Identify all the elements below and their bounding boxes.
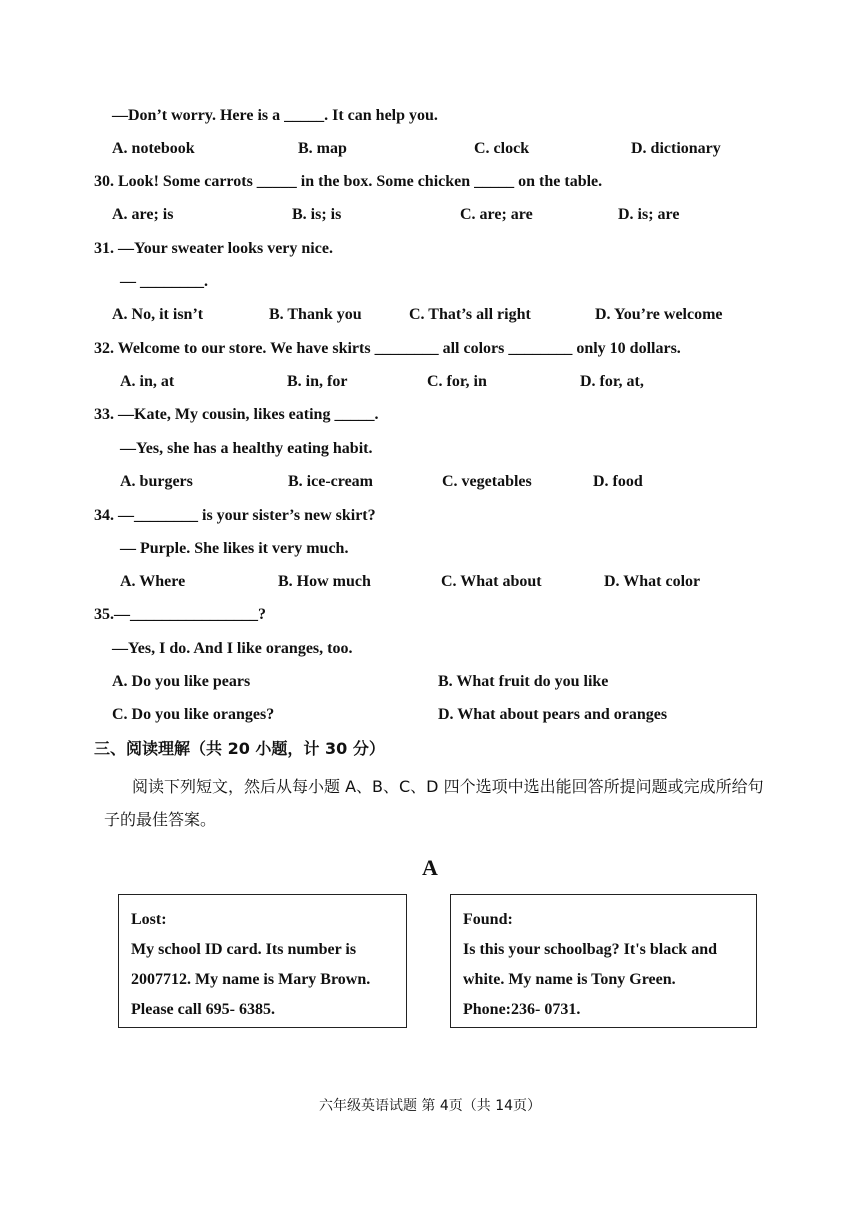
- q33-option-d: D. food: [593, 473, 643, 490]
- q35-option-b: B. What fruit do you like: [438, 673, 609, 690]
- q29-line: —Don’t worry. Here is a _____. It can help you.: [112, 107, 438, 124]
- q34-reply: — Purple. She likes it very much.: [120, 540, 349, 557]
- q33-reply: —Yes, she has a healthy eating habit.: [120, 440, 373, 457]
- page-footer: 六年级英语试题 第 4页（共 14页）: [318, 1098, 542, 1114]
- q32-option-b: B. in, for: [287, 373, 348, 390]
- q33-stem: 33. —Kate, My cousin, likes eating _____.: [94, 406, 379, 423]
- q34-option-b: B. How much: [278, 573, 371, 590]
- q35-stem: 35.—________________?: [94, 606, 266, 623]
- q33-option-a: A. burgers: [120, 473, 193, 490]
- q32-option-d: D. for, at,: [580, 373, 644, 390]
- found-notice-title: Found:: [463, 911, 513, 928]
- q32-stem: 32. Welcome to our store. We have skirts ________ all colors ________ only 10 dollars.: [94, 340, 681, 357]
- q33-option-c: C. vegetables: [442, 473, 532, 490]
- lost-notice-box: [118, 894, 407, 1028]
- lost-notice-line: Please call 695- 6385.: [131, 1001, 275, 1018]
- lost-notice-title: Lost:: [131, 911, 167, 928]
- q30-stem: 30. Look! Some carrots _____ in the box. Some chicken _____ on the table.: [94, 173, 603, 190]
- q34-option-a: A. Where: [120, 573, 186, 590]
- q33-option-b: B. ice-cream: [288, 473, 373, 490]
- q31-option-b: B. Thank you: [269, 306, 362, 323]
- q35-option-a: A. Do you like pears: [112, 673, 251, 690]
- q31-option-a: A. No, it isn’t: [112, 306, 204, 323]
- q35-reply: —Yes, I do. And I like oranges, too.: [112, 640, 353, 657]
- section-heading: 三、阅读理解（共 20 小题，计 30 分）: [94, 739, 385, 758]
- q34-option-c: C. What about: [441, 573, 542, 590]
- q31-option-c: C. That’s all right: [409, 306, 531, 323]
- q30-option-c: C. are; are: [460, 206, 533, 223]
- lost-notice-line: 2007712. My name is Mary Brown.: [131, 971, 371, 988]
- found-notice-line: white. My name is Tony Green.: [463, 971, 676, 988]
- found-notice-line: Phone:236- 0731.: [463, 1001, 581, 1018]
- q32-option-a: A. in, at: [120, 373, 175, 390]
- section-instruction: 阅读下列短文，然后从每小题 A、B、C、D 四个选项中选出能回答所提问题或完成所给句子的最佳答案。: [104, 777, 764, 829]
- q29-option-b: B. map: [298, 140, 347, 157]
- q29-option-d: D. dictionary: [631, 140, 721, 157]
- found-notice-line: Is this your schoolbag? It's black and: [463, 941, 717, 958]
- passage-label: A: [422, 855, 438, 880]
- q32-option-c: C. for, in: [427, 373, 487, 390]
- q31-reply: — ________.: [120, 273, 208, 290]
- q34-stem: 34. —________ is your sister’s new skirt?: [94, 507, 376, 524]
- q31-stem: 31. —Your sweater looks very nice.: [94, 240, 333, 257]
- q30-option-d: D. is; are: [618, 206, 680, 223]
- q30-option-a: A. are; is: [112, 206, 174, 223]
- q29-option-a: A. notebook: [112, 140, 195, 157]
- q29-option-c: C. clock: [474, 140, 530, 157]
- found-notice-box: [450, 894, 757, 1028]
- q35-option-c: C. Do you like oranges?: [112, 706, 275, 723]
- q31-option-d: D. You’re welcome: [595, 306, 723, 323]
- q34-option-d: D. What color: [604, 573, 701, 590]
- lost-notice-line: My school ID card. Its number is: [131, 941, 357, 958]
- q35-option-d: D. What about pears and oranges: [438, 706, 668, 723]
- q30-option-b: B. is; is: [292, 206, 342, 223]
